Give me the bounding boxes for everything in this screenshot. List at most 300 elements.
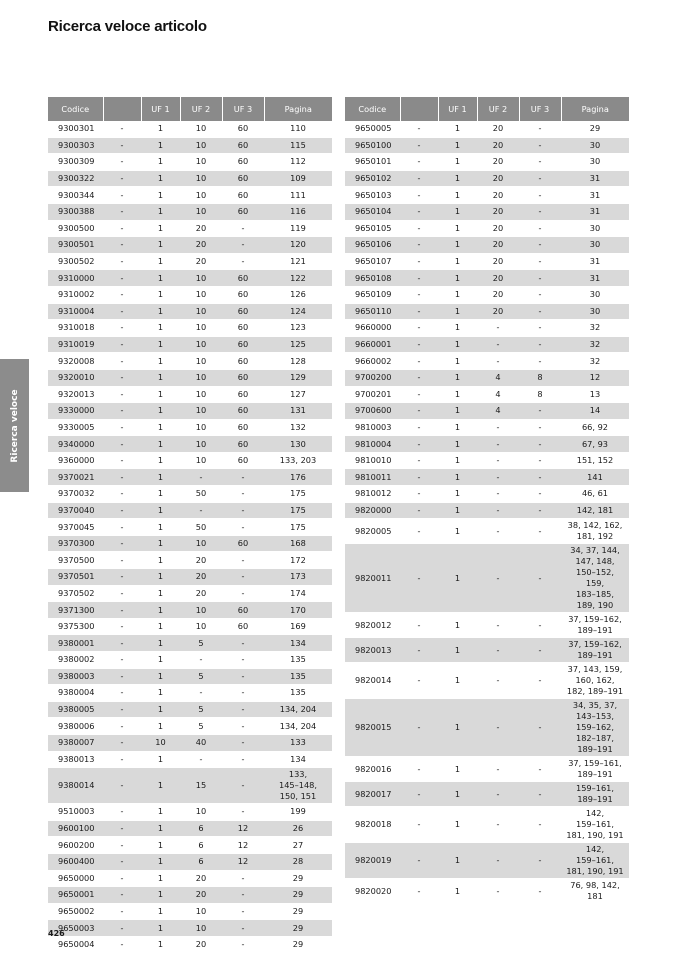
cell-pagina: 32 — [561, 336, 629, 353]
cell-uf1: 1 — [141, 436, 180, 453]
cell-pagina: 111 — [264, 187, 332, 204]
cell-codice: 9360000 — [48, 452, 103, 469]
cell-uf3: - — [222, 936, 264, 953]
cell-codice: 9650004 — [48, 936, 103, 953]
cell-uf1: 1 — [438, 502, 477, 519]
cell-uf1: 1 — [438, 320, 477, 337]
cell-uf2: - — [477, 353, 519, 370]
cell-pagina: 127 — [264, 386, 332, 403]
cell-pagina: 121 — [264, 253, 332, 270]
table-row — [48, 469, 332, 486]
table-row — [48, 535, 332, 552]
table-row — [48, 170, 332, 187]
cell-uf2: 50 — [180, 519, 222, 536]
cell-codice: 9380013 — [48, 751, 103, 768]
table-header-row — [345, 97, 629, 121]
table-row — [345, 220, 629, 237]
cell-uf1: 1 — [141, 353, 180, 370]
cell-pagina: 13 — [561, 386, 629, 403]
cell-uf2: 10 — [180, 369, 222, 386]
table-row — [48, 137, 332, 154]
cell-codice: 9320008 — [48, 353, 103, 370]
cell-pagina: 76, 98, 142, 181 — [561, 879, 629, 904]
table-row — [48, 602, 332, 619]
table-row — [345, 502, 629, 519]
cell-uf2: 5 — [180, 701, 222, 718]
cell-pagina: 131 — [264, 403, 332, 420]
cell-uf2: 5 — [180, 635, 222, 652]
cell-uf3: 60 — [222, 535, 264, 552]
cell-uf3: - — [519, 121, 561, 137]
col-header-uf1: UF 1 — [141, 97, 180, 121]
cell-uf3: - — [519, 452, 561, 469]
cell-blank: - — [103, 486, 141, 503]
cell-pagina: 135 — [264, 668, 332, 685]
table-row — [48, 804, 332, 821]
cell-blank: - — [400, 237, 438, 254]
cell-codice: 9375300 — [48, 618, 103, 635]
cell-codice: 9380006 — [48, 718, 103, 735]
cell-pagina: 29 — [264, 887, 332, 904]
table-row — [48, 936, 332, 953]
cell-uf1: 1 — [141, 452, 180, 469]
table-row — [345, 286, 629, 303]
cell-uf1: 1 — [438, 519, 477, 544]
cell-uf1: 1 — [438, 544, 477, 613]
cell-pagina: 29 — [264, 936, 332, 953]
cell-pagina: 142, 159–161, 181, 190, 191 — [561, 807, 629, 843]
cell-uf2: - — [477, 843, 519, 879]
table-row — [345, 699, 629, 757]
cell-codice: 9310019 — [48, 336, 103, 353]
cell-pagina: 14 — [561, 403, 629, 420]
cell-uf3: 60 — [222, 137, 264, 154]
table-body-right — [345, 121, 629, 904]
cell-uf2: 20 — [180, 569, 222, 586]
cell-uf2: 5 — [180, 668, 222, 685]
cell-blank: - — [103, 502, 141, 519]
table-row — [345, 403, 629, 420]
article-table-right — [345, 97, 629, 904]
table-row — [345, 469, 629, 486]
cell-pagina: 133, 145–148, 150, 151 — [264, 768, 332, 804]
cell-blank: - — [400, 663, 438, 699]
cell-uf2: 10 — [180, 203, 222, 220]
table-row — [48, 270, 332, 287]
cell-pagina: 29 — [264, 903, 332, 920]
cell-uf2: 20 — [477, 170, 519, 187]
table-row — [345, 879, 629, 904]
cell-uf3: 60 — [222, 386, 264, 403]
cell-codice: 9380007 — [48, 734, 103, 751]
cell-uf3: 8 — [519, 369, 561, 386]
cell-codice: 9650103 — [345, 187, 400, 204]
cell-uf1: 1 — [141, 121, 180, 137]
cell-uf3: - — [519, 502, 561, 519]
cell-blank: - — [103, 685, 141, 702]
cell-uf3: 60 — [222, 187, 264, 204]
cell-pagina: 134, 204 — [264, 718, 332, 735]
cell-uf3: - — [519, 336, 561, 353]
cell-uf2: 10 — [180, 137, 222, 154]
table-row — [48, 303, 332, 320]
cell-uf2: - — [477, 436, 519, 453]
cell-blank: - — [400, 544, 438, 613]
cell-pagina: 37, 159–161, 189–191 — [561, 757, 629, 782]
cell-uf3: 12 — [222, 837, 264, 854]
cell-codice: 9600400 — [48, 853, 103, 870]
cell-codice: 9320010 — [48, 369, 103, 386]
table-row — [48, 320, 332, 337]
cell-uf3: 60 — [222, 203, 264, 220]
cell-uf3: - — [519, 253, 561, 270]
cell-blank: - — [400, 353, 438, 370]
cell-uf3: 60 — [222, 170, 264, 187]
cell-uf1: 1 — [141, 635, 180, 652]
cell-uf1: 1 — [438, 879, 477, 904]
cell-uf2: 10 — [180, 336, 222, 353]
table-row — [345, 270, 629, 287]
cell-uf3: - — [519, 403, 561, 420]
cell-pagina: 116 — [264, 203, 332, 220]
table-row — [345, 782, 629, 807]
cell-uf3: - — [519, 137, 561, 154]
cell-pagina: 112 — [264, 154, 332, 171]
table-row — [48, 336, 332, 353]
cell-pagina: 134 — [264, 751, 332, 768]
cell-uf2: 10 — [180, 618, 222, 635]
cell-blank: - — [103, 270, 141, 287]
cell-uf1: 1 — [438, 170, 477, 187]
cell-blank: - — [103, 519, 141, 536]
cell-uf2: 50 — [180, 486, 222, 503]
cell-blank: - — [103, 936, 141, 953]
table-row — [48, 870, 332, 887]
cell-uf1: 1 — [141, 386, 180, 403]
cell-uf1: 1 — [438, 782, 477, 807]
table-row — [48, 837, 332, 854]
table-row — [48, 369, 332, 386]
cell-codice: 9650002 — [48, 903, 103, 920]
cell-pagina: 172 — [264, 552, 332, 569]
cell-uf1: 1 — [438, 137, 477, 154]
cell-uf3: - — [222, 718, 264, 735]
cell-pagina: 31 — [561, 170, 629, 187]
cell-uf3: - — [519, 757, 561, 782]
cell-blank: - — [103, 718, 141, 735]
cell-uf1: 1 — [141, 718, 180, 735]
cell-uf1: 1 — [141, 419, 180, 436]
cell-uf3: 60 — [222, 336, 264, 353]
cell-uf1: 1 — [438, 663, 477, 699]
table-row — [345, 154, 629, 171]
table-row — [345, 436, 629, 453]
cell-pagina: 31 — [561, 203, 629, 220]
cell-uf2: 20 — [477, 137, 519, 154]
cell-uf1: 1 — [141, 403, 180, 420]
cell-blank: - — [400, 519, 438, 544]
cell-uf3: - — [519, 663, 561, 699]
cell-pagina: 170 — [264, 602, 332, 619]
table-row — [48, 519, 332, 536]
cell-uf2: 20 — [477, 253, 519, 270]
cell-uf2: - — [477, 757, 519, 782]
cell-uf1: 1 — [141, 820, 180, 837]
cell-uf3: - — [519, 320, 561, 337]
table-row — [345, 203, 629, 220]
cell-uf2: 20 — [477, 270, 519, 287]
cell-uf2: - — [477, 502, 519, 519]
cell-pagina: 175 — [264, 519, 332, 536]
cell-uf2: - — [180, 751, 222, 768]
cell-uf1: 1 — [438, 638, 477, 663]
cell-codice: 9370300 — [48, 535, 103, 552]
cell-uf1: 1 — [141, 751, 180, 768]
cell-pagina: 66, 92 — [561, 419, 629, 436]
cell-uf2: 10 — [180, 804, 222, 821]
page-title: Ricerca veloce articolo — [48, 18, 207, 35]
table-row — [345, 757, 629, 782]
table-row — [345, 320, 629, 337]
cell-uf2: 10 — [180, 403, 222, 420]
cell-codice: 9300344 — [48, 187, 103, 204]
cell-uf1: 1 — [141, 804, 180, 821]
cell-pagina: 29 — [264, 870, 332, 887]
cell-uf3: - — [519, 303, 561, 320]
cell-codice: 9660002 — [345, 353, 400, 370]
cell-uf1: 1 — [438, 436, 477, 453]
cell-uf1: 1 — [141, 602, 180, 619]
cell-codice: 9810010 — [345, 452, 400, 469]
cell-uf2: - — [477, 486, 519, 503]
cell-pagina: 38, 142, 162, 181, 192 — [561, 519, 629, 544]
cell-uf1: 1 — [141, 887, 180, 904]
cell-codice: 9330000 — [48, 403, 103, 420]
cell-codice: 9650107 — [345, 253, 400, 270]
cell-pagina: 124 — [264, 303, 332, 320]
cell-pagina: 123 — [264, 320, 332, 337]
cell-pagina: 30 — [561, 220, 629, 237]
cell-uf2: 10 — [180, 602, 222, 619]
col-header-uf2: UF 2 — [180, 97, 222, 121]
cell-uf3: - — [519, 436, 561, 453]
cell-pagina: 175 — [264, 486, 332, 503]
cell-blank: - — [400, 270, 438, 287]
cell-uf1: 1 — [141, 486, 180, 503]
cell-codice: 9700200 — [345, 369, 400, 386]
cell-uf3: - — [519, 613, 561, 638]
cell-blank: - — [103, 618, 141, 635]
cell-codice: 9700600 — [345, 403, 400, 420]
table-row — [48, 237, 332, 254]
cell-pagina: 32 — [561, 320, 629, 337]
cell-codice: 9820015 — [345, 699, 400, 757]
table-row — [345, 336, 629, 353]
cell-uf2: 10 — [180, 270, 222, 287]
cell-codice: 9820013 — [345, 638, 400, 663]
table-row — [48, 403, 332, 420]
table-header-row — [48, 97, 332, 121]
cell-blank: - — [103, 121, 141, 137]
table-row — [48, 502, 332, 519]
cell-pagina: 32 — [561, 353, 629, 370]
cell-uf2: 10 — [180, 170, 222, 187]
cell-blank: - — [400, 782, 438, 807]
cell-pagina: 31 — [561, 187, 629, 204]
cell-blank: - — [103, 237, 141, 254]
cell-uf1: 1 — [141, 303, 180, 320]
cell-uf3: 12 — [222, 820, 264, 837]
cell-pagina: 134, 204 — [264, 701, 332, 718]
cell-uf3: 12 — [222, 853, 264, 870]
cell-uf1: 1 — [438, 419, 477, 436]
cell-uf2: 20 — [180, 237, 222, 254]
cell-uf2: 4 — [477, 403, 519, 420]
cell-uf1: 1 — [141, 585, 180, 602]
cell-uf3: - — [222, 253, 264, 270]
cell-pagina: 110 — [264, 121, 332, 137]
cell-codice: 9600100 — [48, 820, 103, 837]
cell-blank: - — [103, 303, 141, 320]
table-row — [48, 718, 332, 735]
cell-blank: - — [400, 486, 438, 503]
cell-uf1: 1 — [438, 253, 477, 270]
cell-uf3: - — [519, 203, 561, 220]
cell-pagina: 30 — [561, 137, 629, 154]
cell-uf2: 6 — [180, 820, 222, 837]
cell-codice: 9370500 — [48, 552, 103, 569]
cell-uf3: - — [519, 638, 561, 663]
cell-pagina: 175 — [264, 502, 332, 519]
cell-uf3: - — [519, 154, 561, 171]
cell-uf3: - — [519, 486, 561, 503]
table-row — [48, 220, 332, 237]
cell-blank: - — [103, 170, 141, 187]
cell-codice: 9300309 — [48, 154, 103, 171]
cell-blank: - — [400, 757, 438, 782]
table-row — [48, 668, 332, 685]
cell-uf1: 1 — [141, 519, 180, 536]
cell-blank: - — [400, 369, 438, 386]
cell-codice: 9600200 — [48, 837, 103, 854]
cell-uf2: - — [477, 336, 519, 353]
col-header-codice: Codice — [345, 97, 400, 121]
cell-pagina: 12 — [561, 369, 629, 386]
cell-uf2: - — [477, 663, 519, 699]
cell-pagina: 125 — [264, 336, 332, 353]
cell-codice: 9370045 — [48, 519, 103, 536]
cell-codice: 9300500 — [48, 220, 103, 237]
cell-codice: 9650104 — [345, 203, 400, 220]
cell-blank: - — [400, 807, 438, 843]
cell-uf1: 1 — [141, 552, 180, 569]
cell-blank: - — [103, 286, 141, 303]
cell-codice: 9380004 — [48, 685, 103, 702]
cell-uf1: 1 — [141, 920, 180, 937]
cell-uf3: 60 — [222, 286, 264, 303]
cell-pagina: 31 — [561, 270, 629, 287]
table-row — [48, 652, 332, 669]
cell-uf3: - — [519, 187, 561, 204]
cell-blank: - — [103, 751, 141, 768]
table-row — [345, 843, 629, 879]
cell-uf1: 1 — [141, 154, 180, 171]
cell-uf3: - — [222, 237, 264, 254]
cell-codice: 9370040 — [48, 502, 103, 519]
cell-pagina: 37, 143, 159, 160, 162, 182, 189–191 — [561, 663, 629, 699]
cell-uf3: - — [222, 519, 264, 536]
cell-uf2: 20 — [477, 303, 519, 320]
cell-uf2: 10 — [180, 121, 222, 137]
cell-uf3: - — [519, 879, 561, 904]
cell-blank: - — [400, 253, 438, 270]
cell-codice: 9820011 — [345, 544, 400, 613]
table-row — [345, 544, 629, 613]
cell-blank: - — [103, 602, 141, 619]
cell-blank: - — [103, 419, 141, 436]
cell-uf2: 10 — [180, 452, 222, 469]
cell-codice: 9660001 — [345, 336, 400, 353]
cell-codice: 9380002 — [48, 652, 103, 669]
table-row — [48, 820, 332, 837]
cell-codice: 9810011 — [345, 469, 400, 486]
cell-uf1: 1 — [141, 701, 180, 718]
table-body-left — [48, 121, 332, 953]
cell-blank: - — [103, 469, 141, 486]
table-row — [48, 203, 332, 220]
cell-uf3: 60 — [222, 270, 264, 287]
cell-blank: - — [103, 552, 141, 569]
cell-pagina: 129 — [264, 369, 332, 386]
cell-uf2: 10 — [180, 187, 222, 204]
cell-uf3: 60 — [222, 436, 264, 453]
cell-pagina: 46, 61 — [561, 486, 629, 503]
cell-pagina: 169 — [264, 618, 332, 635]
cell-uf1: 1 — [438, 336, 477, 353]
cell-uf1: 1 — [141, 237, 180, 254]
cell-uf3: 60 — [222, 303, 264, 320]
cell-blank: - — [400, 203, 438, 220]
table-row — [48, 734, 332, 751]
table-row — [48, 552, 332, 569]
cell-uf3: - — [222, 804, 264, 821]
table-row — [345, 452, 629, 469]
cell-uf3: - — [519, 469, 561, 486]
cell-uf3: - — [222, 469, 264, 486]
cell-uf3: 60 — [222, 403, 264, 420]
cell-uf2: 10 — [180, 436, 222, 453]
cell-uf3: 60 — [222, 154, 264, 171]
cell-blank: - — [103, 804, 141, 821]
cell-codice: 9820000 — [345, 502, 400, 519]
cell-blank: - — [400, 436, 438, 453]
cell-uf2: - — [477, 638, 519, 663]
cell-uf2: - — [477, 419, 519, 436]
cell-blank: - — [103, 203, 141, 220]
cell-codice: 9371300 — [48, 602, 103, 619]
cell-uf3: - — [519, 544, 561, 613]
cell-uf1: 1 — [438, 237, 477, 254]
table-row — [48, 701, 332, 718]
cell-blank: - — [103, 701, 141, 718]
cell-codice: 9380014 — [48, 768, 103, 804]
cell-uf3: - — [222, 502, 264, 519]
cell-codice: 9820014 — [345, 663, 400, 699]
cell-codice: 9820016 — [345, 757, 400, 782]
cell-codice: 9300501 — [48, 237, 103, 254]
cell-codice: 9650101 — [345, 154, 400, 171]
cell-pagina: 126 — [264, 286, 332, 303]
